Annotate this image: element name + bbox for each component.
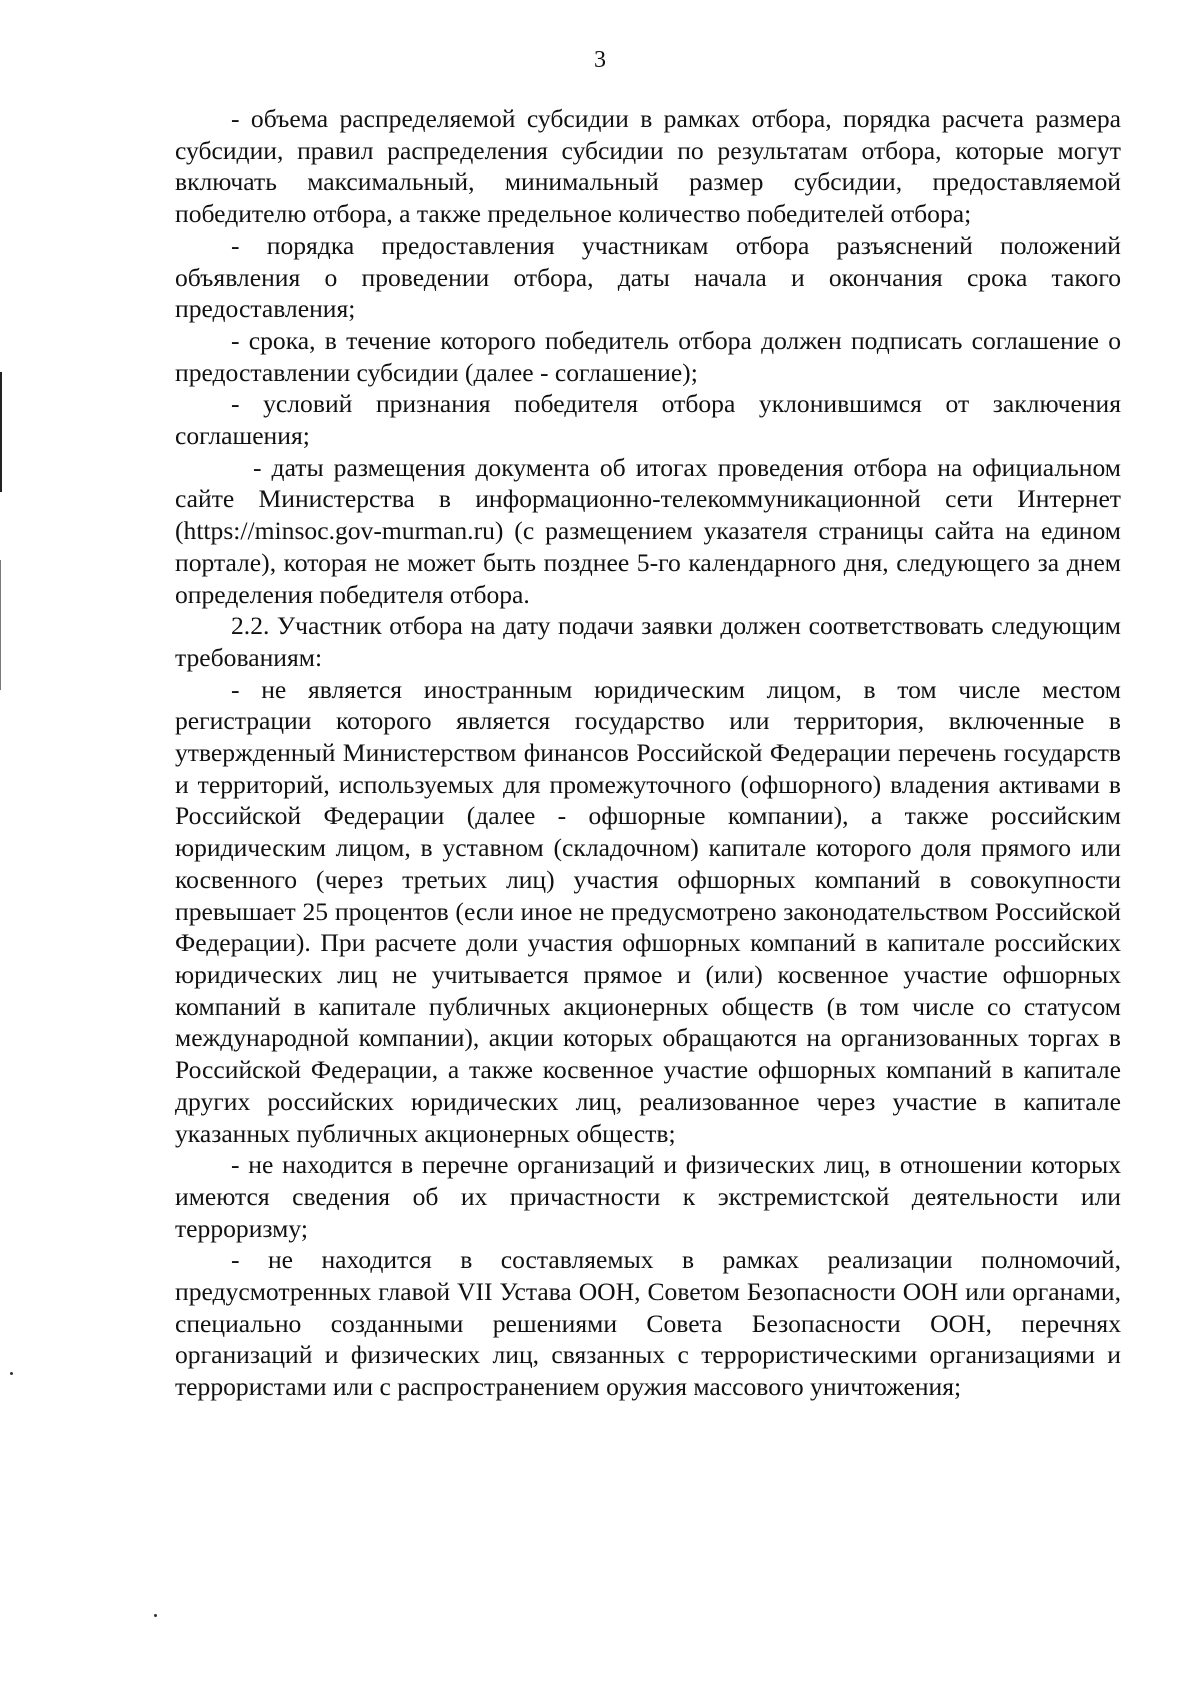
- paragraph-not-un-list: - не находится в составляемых в рамках реализации полномочий, предусмотренных главой VII Устава ООН, Советом Безопасности ООН или органами, специально созданными решениями Совета Безопасности ООН, перечнях организаций и физических лиц, связанных с террористическими организациями и террористами или с распространением оружия массового уничтожения;: [175, 1245, 1121, 1402]
- paragraph-clarifications: - порядка предоставления участникам отбора разъяснений положений объявления о проведении отбора, даты начала и окончания срока такого предоставления;: [175, 230, 1121, 324]
- paragraph-not-extremist-list: - не находится в перечне организаций и физических лиц, в отношении которых имеются сведения об их причастности к экстремистской деятельности или терроризму;: [175, 1150, 1121, 1243]
- document-body: [175, 103, 1121, 1403]
- scan-speck: [10, 1372, 13, 1375]
- scan-edge-mark: [0, 372, 2, 492]
- paragraph-not-foreign-entity: - не является иностранным юридическим лицом, в том числе местом регистрации которого является государство или территория, включенные в утвержденный Министерством финансов Российской Федерации перечень государств и территорий, используемых для промежуточного (офшорного) владения активами в Российской Федерации (далее - офшорные компании), а также российским юридическим лицом, в уставном (складочном) капитале которого доля прямого или косвенного (через третьих лиц) участия офшорных компаний в совокупности превышает 25 процентов (если иное не предусмотрено законодательством Российской Федерации). При расчете доли участия офшорных компаний в капитале российских юридических лиц не учитывается прямое и (или) косвенное участие офшорных компаний в капитале публичных акционерных обществ (в том числе со статусом международной компании), акции которых обращаются на организованных торгах в Российской Федерации, а также косвенное участие офшорных компаний в капитале других российских юридических лиц, реализованное через участие в капитале указанных публичных акционерных обществ;: [175, 674, 1121, 1148]
- paragraph-subsidy-volume: - объема распределяемой субсидии в рамках отбора, порядка расчета размера субсидии, правил распределения субсидии по результатам отбора, которые могут включать максимальный, минимальный размер субсидии, предоставляемой победителю отбора, а также предельное количество победителей отбора;: [175, 104, 1121, 229]
- paragraph-evasion-conditions: - условий признания победителя отбора уклонившимся от заключения соглашения;: [175, 389, 1121, 451]
- paragraph-section-2-2: 2.2. Участник отбора на дату подачи заявки должен соответствовать следующим требованиям:: [175, 611, 1121, 672]
- paragraph-results-publication: - даты размещения документа об итогах проведения отбора на официальном сайте Министерства в информационно-телекоммуникационной сети Интернет (https://minsoc.gov-murman.ru) (с размещением указателя страницы сайта на едином портале), которая не может быть позднее 5-го календарного дня, следующего за днем определения победителя отбора.: [175, 452, 1121, 609]
- paragraph-signing-deadline: - срока, в течение которого победитель отбора должен подписать соглашение о предоставлении субсидии (далее - соглашение);: [175, 325, 1121, 387]
- page-number: 3: [594, 47, 606, 73]
- scan-edge-mark: [0, 560, 1, 690]
- scan-speck: [154, 1614, 157, 1617]
